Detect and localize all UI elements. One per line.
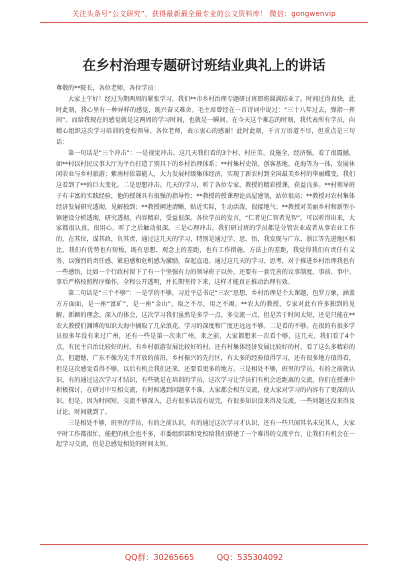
paragraph-1: 大家上午好！经过为期两周的紧张学习，我们**市乡村治理专题研讨班即将圆满结业了。时间过得真快，此时此刻，我心里有一种异样的感觉，既兴奋又难舍。毛主席曾经在一首诗词中说过：“三十八年过去，弹指一挥间”。而给我现在的感觉就是这两周的学习时间，也就是一瞬间。在今天这个难忘的时刻，我代表所有学员，向精心组织这次学习培训的党校领导、各位老师，表示衷心的感谢！此时此刻，千言万语道不尽，但重点是三句话： <box>56 95 355 146</box>
paragraph-4: 三是相处不够，班里的学员，有的之前认识，有的通过这次学习才认识，还有一些只闻其名未见其人，大家平时工作都很忙，能把的机会也不多，市委组织部和党校给我们搭建了一个难得的交流平台，让我们有机会在一起学习交流，但是总感觉相处的时间太短。 <box>56 419 355 449</box>
document-body <box>56 84 355 540</box>
footer-qq: QQ：535304092 <box>216 553 284 562</box>
footer-contact <box>0 552 408 563</box>
page-footer <box>0 544 408 580</box>
paragraph-3: 第二句话是“三个不够”：一是学的不够，习近平总书记“三农”思想、乡村治理是个大课题，包罗万象，涵盖方方面面，是一座“富矿”，是一座“金山”，取之不尽，用之不竭。**农大的教授、专家对此有许多独到的见解、新颖的理念、深入的体会，这次学习我们虽然是多学一点、多交流一点，但是苦于时间太短，还是只能在**农大教授们渊博的知识大海中摘取了几朵浪花，学习的深度和广度还远远不够。二是看的不够。在很的有很多学员很多年没有来过广州，还有一些是第一次来广州，来之前，大家都想来一次看个够，这几天，我们看了4个点，有民主自治比较好的村，有乡村旅游发展比较好的村，还有村集体经济发展比较好的村，看了这么多精彩的点，但遗憾，广东不像为先半开放的前沿，乡村振兴的先行区，有太多的经验值得学习，还有很多地方值得看，但是这次感觉看得不够，以后有机会我们还来，还要看更多的地方。三是相处不够，班里的学员，有的之前就认识，有的通过这次学习才结识，有些就是在培训的学员，这次学习让学员们有机会近距离的交流，你们在授课中积极探讨，在研讨中互相交流，有时候遇到问题拿不准，大家都会相互交流，使大家对学习的内容有了更深的认识。但是，因为时间短，交流不够深入，总有很多话没有说完，有很多知识没来得及交流，一些问题还没来得及讨论，时间就到了。 <box>56 290 355 416</box>
salutation: 尊敬的**院长，各位老师，各位学员： <box>56 85 160 92</box>
footer-qq-group: QQ群：30265665 <box>124 553 195 562</box>
page-header <box>0 0 408 28</box>
paragraph-2: 第一句话是“三个冲击”：一是视觉冲击。这几天我们看的3个村，村庄美、设施全、经济强，看了很震撼，如**村以村民议事大厅为平台打造了别具下的乡村治理体系；**村集村史馆、创客基地、花海等为一体，发展休闲农业与乡村旅游；紫南村依靠能人，大力发展村级集体经济，实现了新农村到全国最美乡村的华丽蝶变，我们这看到了**的巨大变化。二是思想冲击。几天的学习，听了各位专家、教授的精彩授课，获益良多。**村领导班子有丰富的实践经验，他的授课具有很强的指导性；**教授的授课理论高屋建瓴，站位很高；**教授对农村集体经济发展研究透彻，见解独到；**教授阐述清晰，贴近实际，生动活泼，很接地气；**教授对美丽乡村和新型小镇建设分析透彻，研究透彻，内容精彩，受益很深。各位学员的发言，“仁者见仁智者见智”，可以听得出来，大家都很认真，很用心，听了之后触动很深。三是心理冲击。我们研讨班的学员都是分管农业或者从事农业工作的，在其位，谋其政，负其责，通过这几天的学习，特别是通过学、思、悟，我发现与广东、浙江等先进地区相比，我们有优势也有短板，既有思想、观念上的差距，也有工作措施、方法上的差距，我觉得我们有责任有义务，以强烈的责任感、紧迫感和危机感为激励，奋起直追。通过这几天的学习、思考，对于推进乡村治理我也有一些感悟，比如一个行政村留下了有一个坚强有力的领导班子以外，还要有一套完善的议事制度，事前、事中、事后严格按照程序操作，全程公开透明，并长期坚持下来，这样才能真正推动治理有效。 <box>56 149 355 287</box>
footer-divider <box>40 544 368 545</box>
header-divider <box>40 22 368 23</box>
header-notice: 关注头条号“公文研究”，获得最新最全最专业的公文资料库！ 微信：gongwenvip <box>72 10 336 18</box>
document-title: 在乡村治理专题研讨班结业典礼上的讲话 <box>82 58 326 74</box>
